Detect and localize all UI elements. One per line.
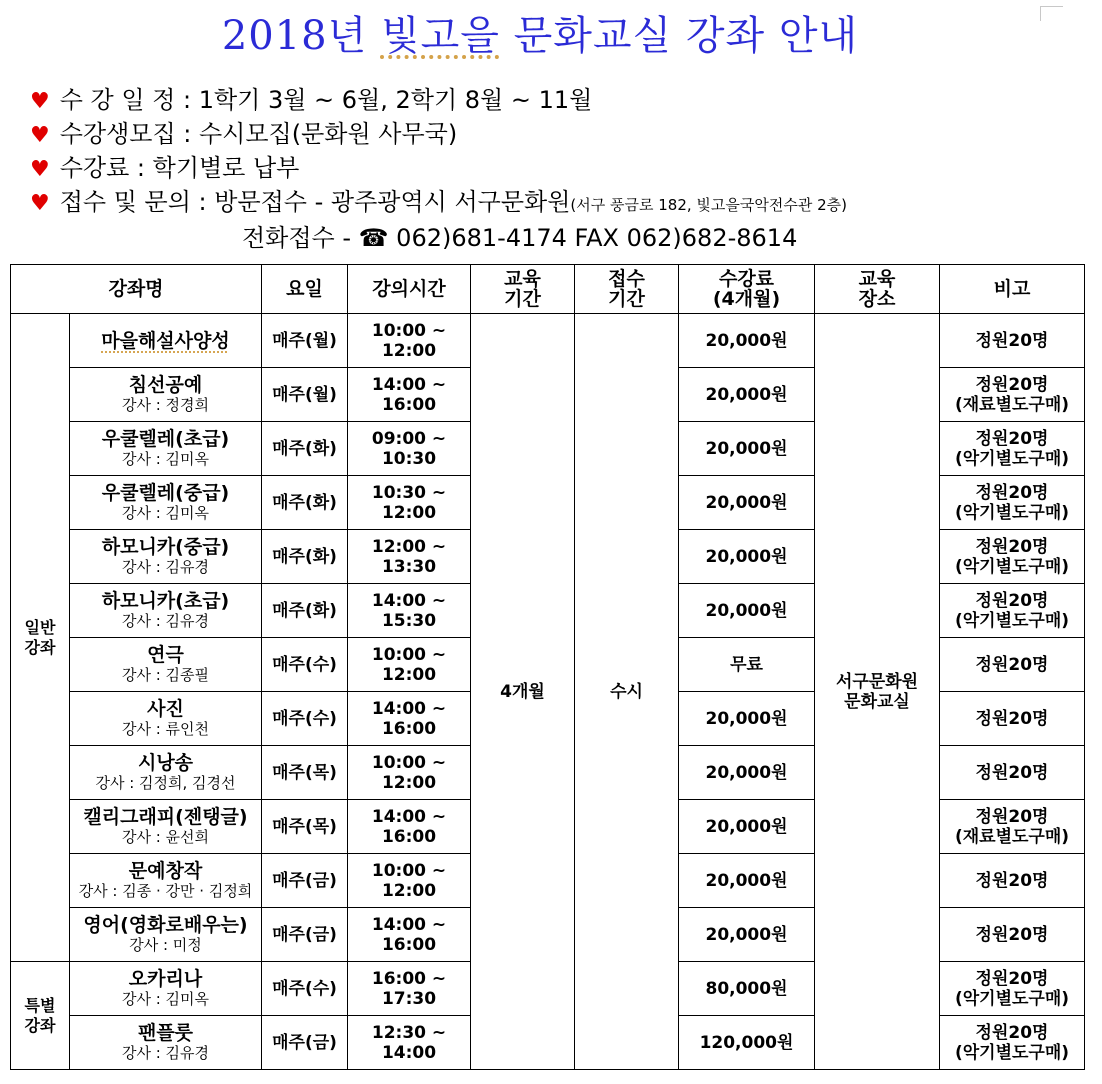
course-name: 우쿨렐레(초급) (101, 427, 230, 450)
heart-icon: ♥ (30, 157, 50, 182)
day-cell: 매주(월) (262, 368, 348, 422)
fee-cell: 20,000원 (679, 800, 815, 854)
course-name: 팬플룻 (137, 1021, 194, 1044)
header-time: 강의시간 (348, 265, 471, 314)
day-cell: 매주(금) (262, 908, 348, 962)
course-cell (70, 854, 262, 908)
time-cell: 12:30 ~ 14:00 (348, 1016, 471, 1070)
fee-cell: 20,000원 (679, 584, 815, 638)
course-cell (70, 422, 262, 476)
heart-icon: ♥ (30, 89, 50, 114)
time-cell: 10:00 ~ 12:00 (348, 314, 471, 368)
course-name: 연극 (147, 643, 184, 666)
table-header-row (11, 265, 1085, 314)
header-period: 교육 기간 (471, 265, 575, 314)
heart-icon: ♥ (30, 191, 50, 216)
course-cell (70, 638, 262, 692)
note-cell: 정원20명 (940, 692, 1085, 746)
course-table (10, 264, 1085, 1070)
course-instructor: 강사 : 정경희 (121, 395, 210, 414)
course-cell (70, 584, 262, 638)
course-instructor: 강사 : 김미옥 (121, 989, 210, 1008)
info-phone: 전화접수 - ☎ 062)681-4174 FAX 062)682-8614 (242, 224, 798, 252)
course-cell (70, 692, 262, 746)
course-instructor: 강사 : 김미옥 (121, 503, 210, 522)
day-cell: 매주(화) (262, 584, 348, 638)
fee-cell: 20,000원 (679, 476, 815, 530)
day-cell: 매주(화) (262, 476, 348, 530)
note-cell: 정원20명 (악기별도구매) (940, 422, 1085, 476)
fee-cell: 20,000원 (679, 530, 815, 584)
course-cell (70, 1016, 262, 1070)
course-instructor: 강사 : 김종 · 강만 · 김정희 (78, 881, 253, 900)
place-cell: 서구문화원 문화교실 (815, 314, 940, 1070)
fee-cell: 20,000원 (679, 314, 815, 368)
day-cell: 매주(월) (262, 314, 348, 368)
info-address: (서구 풍금로 182, 빛고을국악전수관 2층) (570, 196, 847, 214)
fee-cell: 20,000원 (679, 854, 815, 908)
course-cell (70, 962, 262, 1016)
time-cell: 10:00 ~ 12:00 (348, 746, 471, 800)
day-cell: 매주(수) (262, 692, 348, 746)
day-cell: 매주(금) (262, 854, 348, 908)
header-fee: 수강료 (4개월) (679, 265, 815, 314)
course-name: 하모니카(중급) (101, 535, 230, 558)
fee-cell: 20,000원 (679, 908, 815, 962)
course-cell (70, 746, 262, 800)
day-cell: 매주(수) (262, 962, 348, 1016)
course-name: 하모니카(초급) (101, 589, 230, 612)
course-name: 우쿨렐레(중급) (101, 481, 230, 504)
header-day: 요일 (262, 265, 348, 314)
category-special: 특별 강좌 (11, 962, 70, 1070)
header-place: 교육 장소 (815, 265, 940, 314)
apply-cell: 수시 (575, 314, 679, 1070)
course-cell (70, 800, 262, 854)
course-name: 문예창작 (128, 859, 203, 882)
course-cell (70, 908, 262, 962)
header-course: 강좌명 (11, 265, 262, 314)
time-cell: 14:00 ~ 16:00 (348, 692, 471, 746)
course-instructor: 강사 : 김정희, 김경선 (95, 773, 236, 792)
info-fee: ♥ 수강료 : 학기별로 납부 (30, 154, 300, 182)
page-title (0, 4, 1080, 61)
note-cell: 정원20명 (재료별도구매) (940, 368, 1085, 422)
period-cell: 4개월 (471, 314, 575, 1070)
fee-cell: 20,000원 (679, 746, 815, 800)
fee-cell: 20,000원 (679, 368, 815, 422)
time-cell: 14:00 ~ 16:00 (348, 908, 471, 962)
course-instructor: 강사 : 김유경 (121, 611, 210, 630)
note-cell: 정원20명 (악기별도구매) (940, 584, 1085, 638)
course-cell (70, 476, 262, 530)
day-cell: 매주(금) (262, 1016, 348, 1070)
note-cell: 정원20명 (940, 854, 1085, 908)
course-name: 마을해설사양성 (101, 329, 230, 352)
title-year: 2018년 (221, 13, 368, 59)
time-cell: 12:00 ~ 13:30 (348, 530, 471, 584)
course-name: 사진 (147, 697, 184, 720)
table-row (11, 314, 1085, 368)
title-rest: 문화교실 강좌 안내 (513, 13, 859, 59)
heart-icon: ♥ (30, 123, 50, 148)
fee-cell: 80,000원 (679, 962, 815, 1016)
note-cell: 정원20명 (악기별도구매) (940, 962, 1085, 1016)
time-cell: 10:30 ~ 12:00 (348, 476, 471, 530)
time-cell: 16:00 ~ 17:30 (348, 962, 471, 1016)
header-note: 비고 (940, 265, 1085, 314)
course-name: 오카리나 (128, 967, 203, 990)
category-general: 일반 강좌 (11, 314, 70, 962)
note-cell: 정원20명 (재료별도구매) (940, 800, 1085, 854)
course-instructor: 강사 : 류인천 (121, 719, 210, 738)
course-name: 영어(영화로배우는) (83, 913, 248, 936)
day-cell: 매주(목) (262, 800, 348, 854)
note-cell: 정원20명 (악기별도구매) (940, 476, 1085, 530)
note-cell: 정원20명 (악기별도구매) (940, 1016, 1085, 1070)
day-cell: 매주(화) (262, 530, 348, 584)
day-cell: 매주(화) (262, 422, 348, 476)
info-contact: ♥ 접수 및 문의 : 방문접수 - 광주광역시 서구문화원(서구 풍금로 182, 빛고을국악전수관 2층) (30, 188, 847, 216)
info-schedule: ♥ 수 강 일 정 : 1학기 3월 ~ 6월, 2학기 8월 ~ 11월 (30, 86, 593, 114)
course-instructor: 강사 : 김유경 (121, 557, 210, 576)
time-cell: 10:00 ~ 12:00 (348, 854, 471, 908)
course-instructor: 강사 : 미정 (129, 935, 202, 954)
time-cell: 09:00 ~ 10:30 (348, 422, 471, 476)
note-cell: 정원20명 (940, 746, 1085, 800)
fee-cell: 무료 (679, 638, 815, 692)
info-recruit: ♥ 수강생모집 : 수시모집(문화원 사무국) (30, 120, 458, 148)
course-instructor: 강사 : 김유경 (121, 1043, 210, 1062)
day-cell: 매주(수) (262, 638, 348, 692)
note-cell: 정원20명 (940, 908, 1085, 962)
time-cell: 14:00 ~ 15:30 (348, 584, 471, 638)
course-name: 시낭송 (137, 751, 194, 774)
note-cell: 정원20명 (940, 314, 1085, 368)
info-section (30, 84, 847, 252)
course-cell (70, 368, 262, 422)
course-instructor: 강사 : 김미옥 (121, 449, 210, 468)
course-instructor: 강사 : 윤선희 (121, 827, 210, 846)
course-name: 캘리그래피(젠탱글) (83, 805, 248, 828)
time-cell: 14:00 ~ 16:00 (348, 368, 471, 422)
note-cell: 정원20명 (악기별도구매) (940, 530, 1085, 584)
time-cell: 14:00 ~ 16:00 (348, 800, 471, 854)
note-cell: 정원20명 (940, 638, 1085, 692)
fee-cell: 20,000원 (679, 422, 815, 476)
header-apply: 접수 기간 (575, 265, 679, 314)
day-cell: 매주(목) (262, 746, 348, 800)
course-cell (70, 530, 262, 584)
course-cell (70, 314, 262, 368)
fee-cell: 120,000원 (679, 1016, 815, 1070)
course-name: 침선공예 (128, 373, 203, 396)
course-instructor: 강사 : 김종필 (121, 665, 210, 684)
time-cell: 10:00 ~ 12:00 (348, 638, 471, 692)
course-table-body (11, 314, 1085, 1070)
title-brand: 빛고을 (380, 13, 500, 59)
fee-cell: 20,000원 (679, 692, 815, 746)
